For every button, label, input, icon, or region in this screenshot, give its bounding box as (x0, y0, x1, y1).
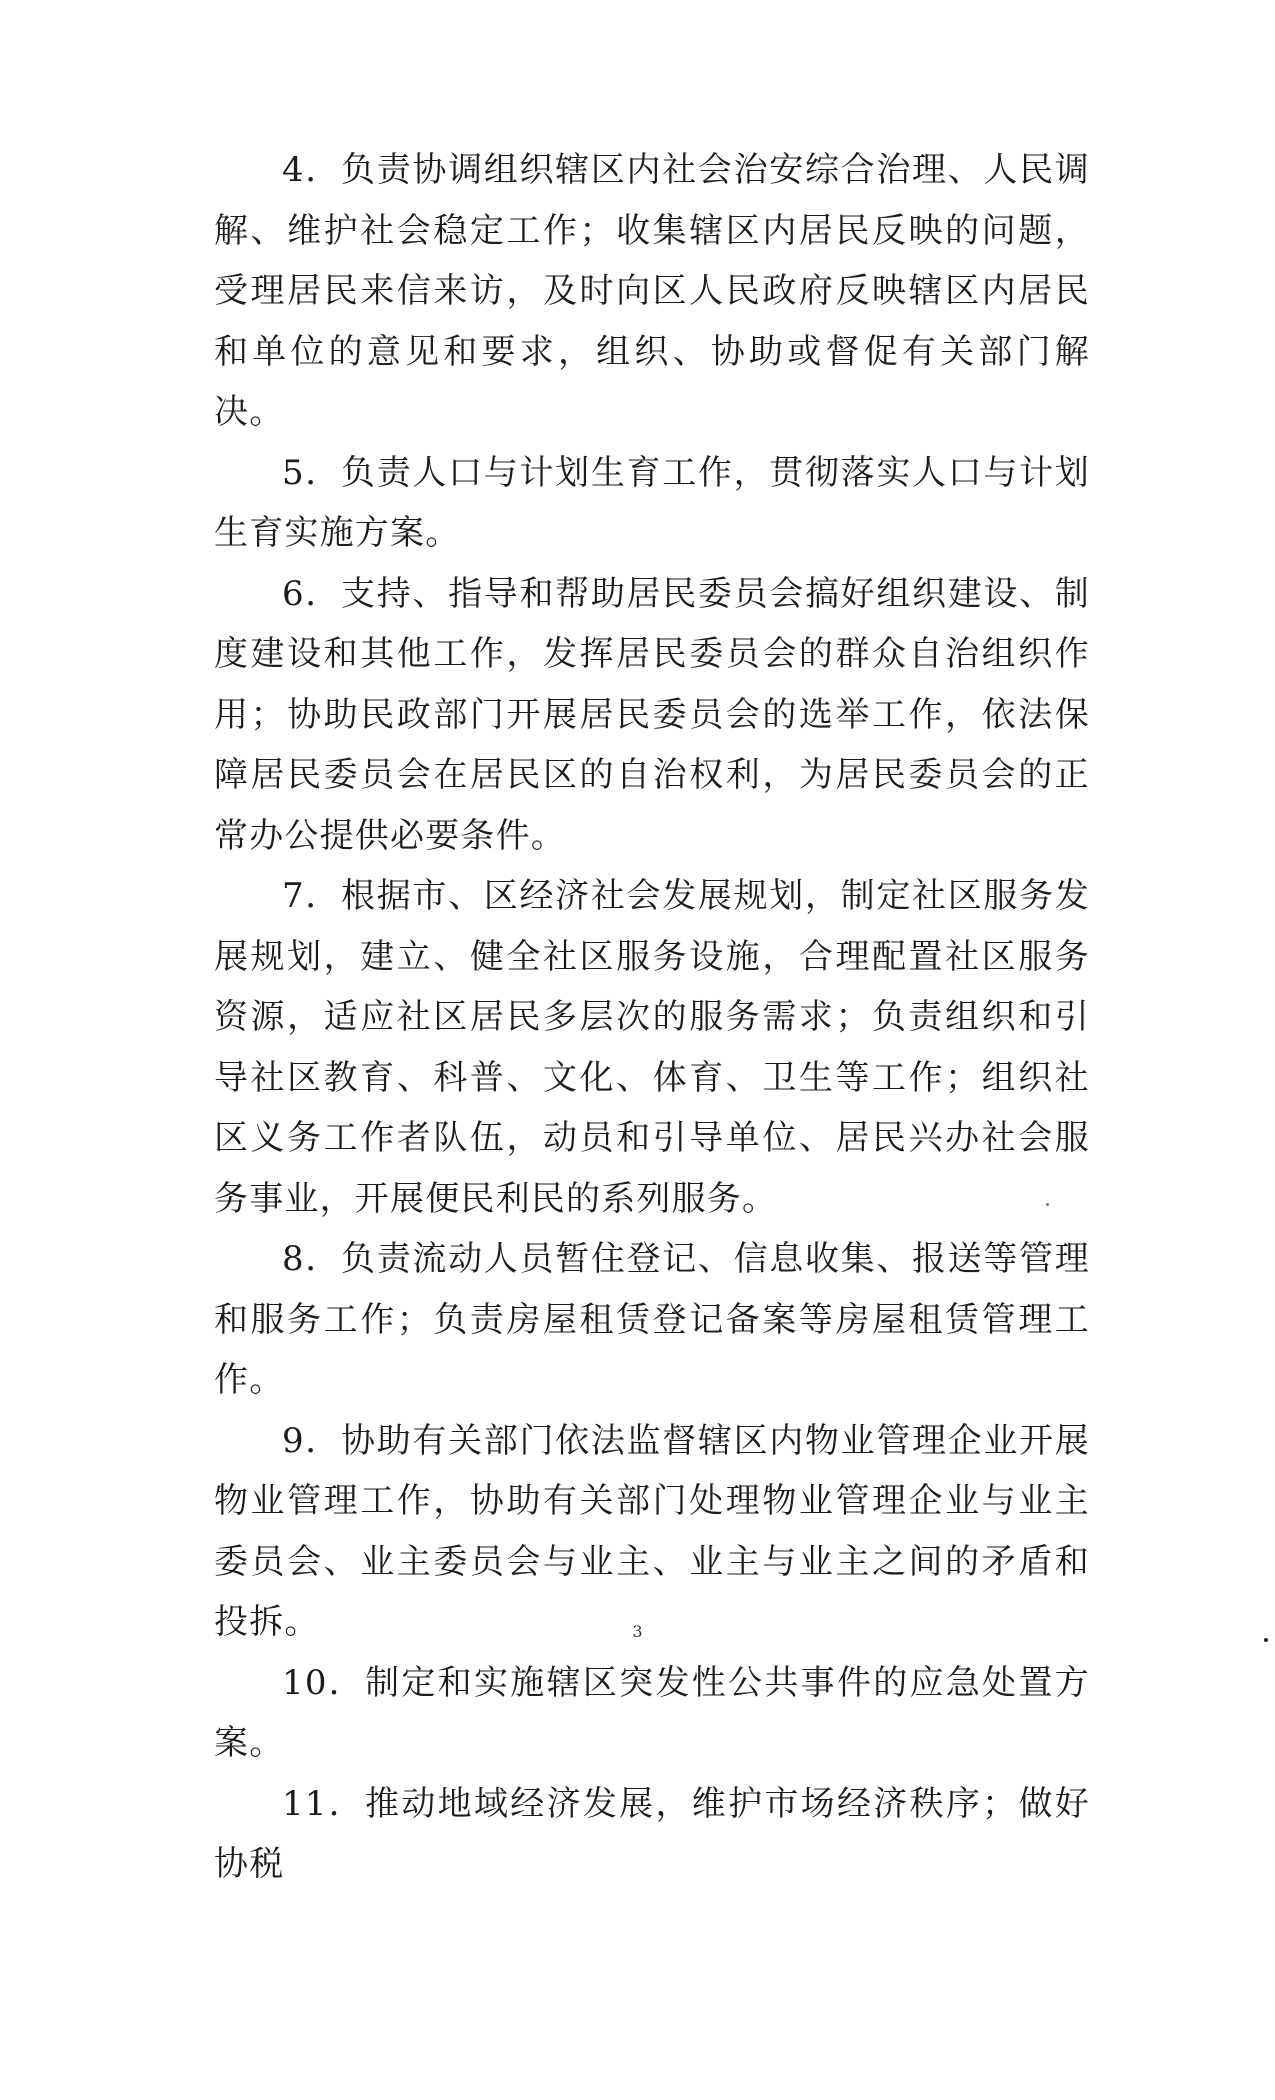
paragraph-item-9: 9．协助有关部门依法监督辖区内物业管理企业开展物业管理工作，协助有关部门处理物业管理企业与业主委员会、业主委员会与业主、业主与业主之间的矛盾和投拆。 (214, 1420, 1090, 1642)
paragraph-item-4: 4．负责协调组织辖区内社会治安综合治理、人民调解、维护社会稳定工作；收集辖区内居民反映的问题，受理居民来信来访，及时向区人民政府反映辖区内居民和单位的意见和要求，组织、协助或督促有关部门解决。 (214, 150, 1090, 432)
scan-speck (1264, 1638, 1268, 1642)
scan-speck (1046, 1203, 1049, 1206)
page-number: 3 (632, 1622, 643, 1641)
paragraph-item-10: 10．制定和实施辖区突发性公共事件的应急处置方案。 (214, 1662, 1090, 1763)
paragraph-item-8: 8．负责流动人员暂住登记、信息收集、报送等管理和服务工作；负责房屋租赁登记备案等房屋租赁管理工作。 (214, 1239, 1090, 1400)
paragraph-item-5: 5．负责人口与计划生育工作，贯彻落实人口与计划生育实施方案。 (214, 452, 1090, 553)
paragraph-item-11: 11．推动地域经济发展，维护市场经济秩序；做好协税 (214, 1783, 1090, 1884)
paragraph-item-6: 6．支持、指导和帮助居民委员会搞好组织建设、制度建设和其他工作，发挥居民委员会的群众自治组织作用；协助民政部门开展居民委员会的选举工作，依法保障居民委员会在居民区的自治权利，为居民委员会的正常办公提供必要条件。 (214, 573, 1090, 856)
paragraph-item-7: 7．根据市、区经济社会发展规划，制定社区服务发展规划，建立、健全社区服务设施，合理配置社区服务资源，适应社区居民多层次的服务需求；负责组织和引导社区教育、科普、文化、体育、卫生等工作；组织社区义务工作者队伍，动员和引导单位、居民兴办社会服务事业，开展便民利民的系列服务。 (214, 876, 1090, 1219)
